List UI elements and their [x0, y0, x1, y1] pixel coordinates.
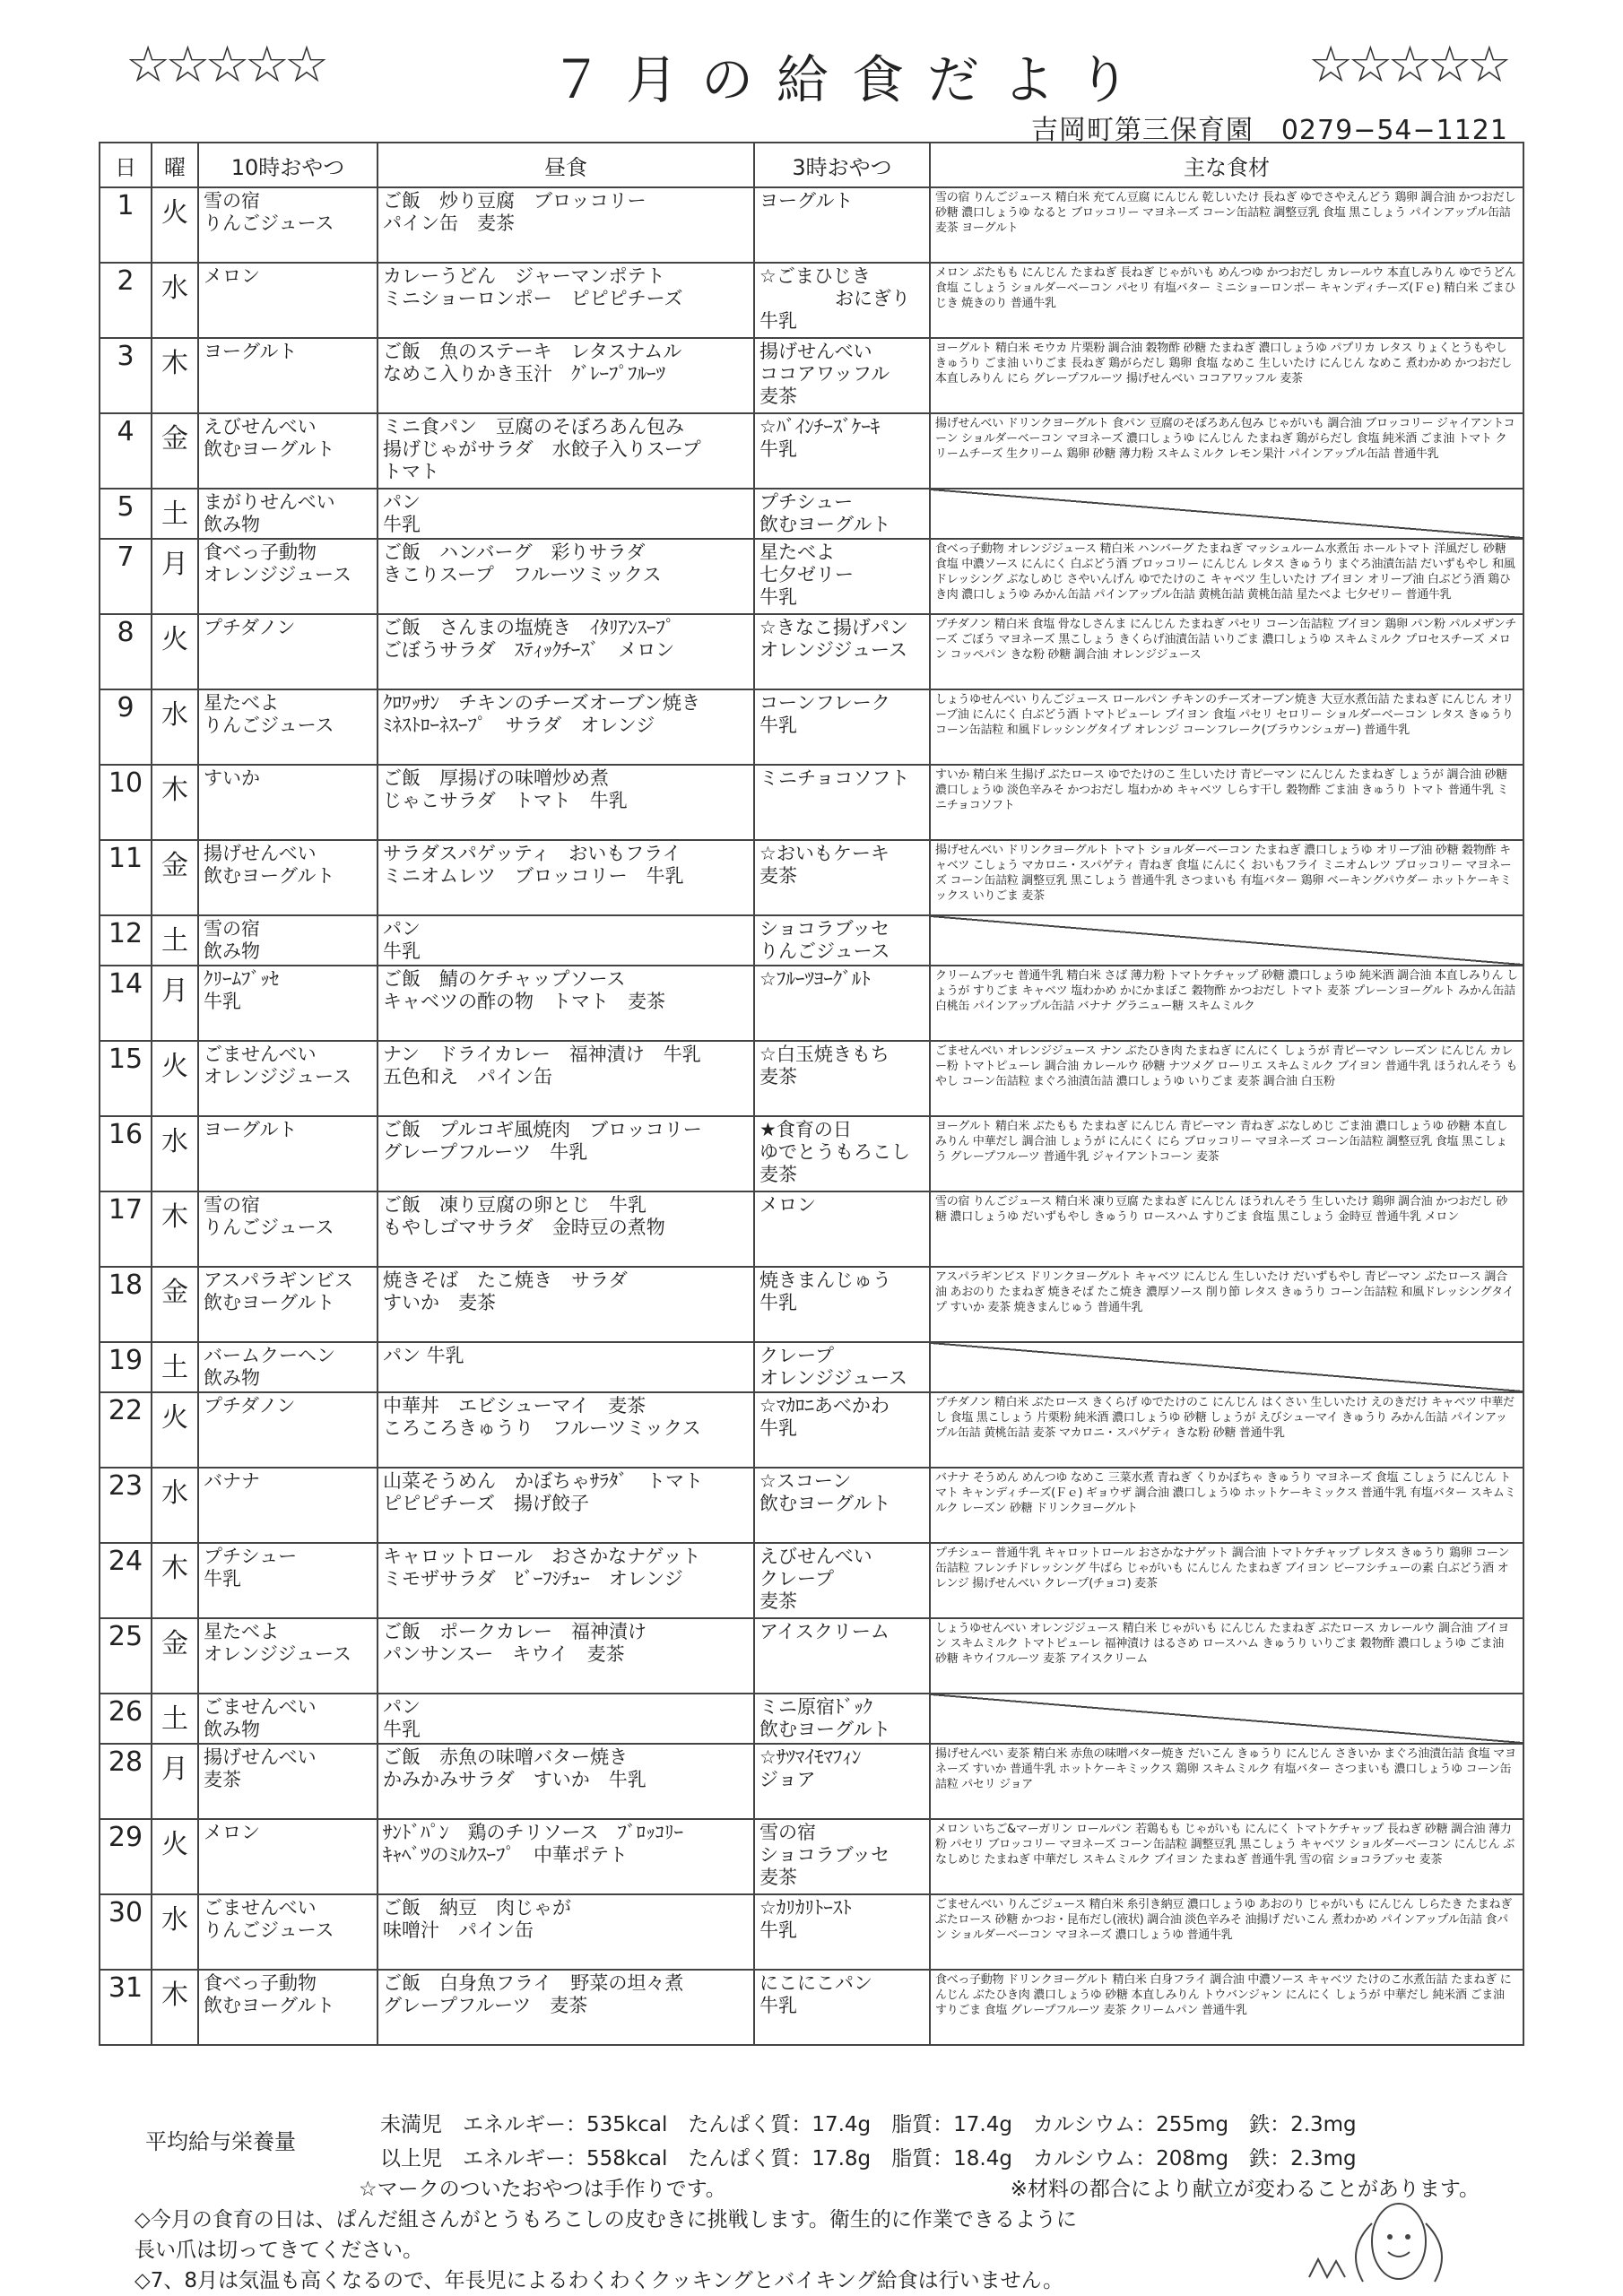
afternoon-snack-cell: ☆白玉焼きもち 麦茶: [754, 1041, 930, 1116]
afternoon-snack-cell: ☆ﾏｶﾛﾆあべかわ 牛乳: [754, 1392, 930, 1468]
afternoon-snack-cell: 星たべよ 七夕ゼリー 牛乳: [754, 539, 930, 614]
table-row: [100, 1744, 1523, 1819]
lunch-cell: ご飯 ポークカレー 福神漬け パンサンスー キウイ 麦茶: [378, 1618, 754, 1694]
lunch-cell: 中華丼 エビシューマイ 麦茶 ころころきゅうり フルーツミックス: [378, 1392, 754, 1468]
day-cell: 12: [100, 915, 152, 966]
table-row: [100, 1694, 1523, 1744]
lunch-cell: 山菜そうめん かぼちゃｻﾗﾀﾞ トマト ピピピチーズ 揚げ餃子: [378, 1468, 754, 1543]
day-cell: 2: [100, 263, 152, 338]
dow-cell: 土: [152, 1342, 198, 1392]
ingredients-cell: [930, 489, 1523, 539]
dow-cell: 水: [152, 689, 198, 765]
lunch-cell: ミニ食パン 豆腐のそぼろあん包み 揚げじゃがサラダ 水餃子入りスープ トマト: [378, 413, 754, 489]
dow-cell: 月: [152, 539, 198, 614]
morning-snack-cell: まがりせんべい 飲み物: [198, 489, 378, 539]
lunch-cell: ご飯 凍り豆腐の卵とじ 牛乳 もやしゴマサラダ 金時豆の煮物: [378, 1191, 754, 1267]
corn-illustration-icon: [1291, 2188, 1471, 2286]
column-header-lunch: 昼食: [378, 143, 754, 187]
ingredients-cell: 雪の宿 りんごジュース 精白米 凍り豆腐 たまねぎ にんじん ほうれんそう 生しいたけ 鶏卵 調合油 かつおだし 砂糖 濃口しょうゆ だいずもやし きゅうり ロースハム すりごま 食塩 黒こしょう 金時豆 普通牛乳 メロン: [930, 1191, 1523, 1267]
nutrition-under-3: 未満児 エネルギー：535kcal たんぱく質：17.4g 脂質：17.4g カルシウム：255mg 鉄：2.3mg: [380, 2113, 1357, 2136]
afternoon-snack-cell: ☆ﾊﾞｲﾝﾁｰｽﾞｹｰｷ 牛乳: [754, 413, 930, 489]
dow-cell: 火: [152, 614, 198, 689]
day-cell: 14: [100, 966, 152, 1041]
afternoon-snack-cell: アイスクリーム: [754, 1618, 930, 1694]
morning-snack-cell: 食べっ子動物 オレンジジュース: [198, 539, 378, 614]
ingredients-cell: ヨーグルト 精白米 モウカ 片栗粉 調合油 穀物酢 砂糖 たまねぎ 濃口しょうゆ パプリカ レタス りょくとうもやし きゅうり ごま油 いりごま 長ねぎ 鶏がらだし 鶏卵 食塩 なめこ 生しいたけ にんじん なめこ 煮わかめ かつおだし 本直しみりん にら グレープフルーツ 揚げせんべい ココアワッフル 麦茶: [930, 338, 1523, 413]
menu-body: [100, 187, 1523, 2045]
day-cell: 31: [100, 1970, 152, 2045]
dow-cell: 火: [152, 1392, 198, 1468]
day-cell: 7: [100, 539, 152, 614]
morning-snack-cell: ごませんべい オレンジジュース: [198, 1041, 378, 1116]
morning-snack-cell: プチダノン: [198, 614, 378, 689]
lunch-cell: パン 牛乳: [378, 915, 754, 966]
day-cell: 10: [100, 765, 152, 840]
day-cell: 15: [100, 1041, 152, 1116]
ingredients-cell: 揚げせんべい ドリンクヨーグルト 食パン 豆腐のそぼろあん包み じゃがいも 調合油 ブロッコリー ジャイアントコーン ショルダーベーコン マヨネーズ 濃口しょうゆ にんじん たまねぎ 鶏がらだし 食塩 純米酒 ごま油 トマト クリームチーズ 生クリーム 鶏卵 砂糖 薄力粉 スキムミルク レモン果汁 パインアップル缶詰 普通牛乳: [930, 413, 1523, 489]
dow-cell: 月: [152, 966, 198, 1041]
dow-cell: 木: [152, 1543, 198, 1618]
afternoon-snack-cell: ☆ﾌﾙｰﾂﾖｰｸﾞﾙﾄ: [754, 966, 930, 1041]
ingredients-cell: 食べっ子動物 ドリンクヨーグルト 精白米 白身フライ 調合油 中濃ソース キャベツ たけのこ水煮缶詰 たまねぎ にんじん ぶたひき肉 濃口しょうゆ 砂糖 本直しみりん トウバンジャン にんにく しょうが 中華だし 純米酒 ごま油 すりごま 食塩 グレープフルーツ 麦茶 クリームパン 普通牛乳: [930, 1970, 1523, 2045]
ingredients-cell: プチダノン 精白米 ぶたロース きくらげ ゆでたけのこ にんじん はくさい 生しいたけ えのきだけ キャベツ 中華だし 食塩 黒こしょう 片栗粉 純米酒 濃口しょうゆ 砂糖 しょうが えびシューマイ きゅうり みかん缶詰 パインアップル缶詰 黄桃缶詰 麦茶 マカロニ・スパゲティ きな粉 砂糖 普通牛乳: [930, 1392, 1523, 1468]
morning-snack-cell: 食べっ子動物 飲むヨーグルト: [198, 1970, 378, 2045]
dow-cell: 水: [152, 1894, 198, 1970]
day-cell: 8: [100, 614, 152, 689]
morning-snack-cell: ごませんべい りんごジュース: [198, 1894, 378, 1970]
ingredients-cell: バナナ そうめん めんつゆ なめこ 三菜水煮 青ねぎ くりかぼちゃ きゅうり マヨネーズ 食塩 こしょう にんじん トマト キャンディチーズ(Ｆｅ) ギョウザ 調合油 濃口しょうゆ ホットケーキミックス 普通牛乳 有塩バター スキムミルク レーズン 砂糖 ドリンクヨーグルト: [930, 1468, 1523, 1543]
page-title: ７月の給食だより: [550, 49, 1153, 110]
table-row: [100, 187, 1523, 263]
table-row: [100, 338, 1523, 413]
day-cell: 3: [100, 338, 152, 413]
dow-cell: 土: [152, 1694, 198, 1744]
lunch-cell: ご飯 ハンバーグ 彩りサラダ きこりスープ フルーツミックス: [378, 539, 754, 614]
morning-snack-cell: バームクーヘン 飲み物: [198, 1342, 378, 1392]
table-row: [100, 1342, 1523, 1392]
day-cell: 26: [100, 1694, 152, 1744]
afternoon-snack-cell: ☆ｶﾘｶﾘﾄｰｽﾄ 牛乳: [754, 1894, 930, 1970]
morning-snack-cell: すいか: [198, 765, 378, 840]
column-header-day: 日: [100, 143, 152, 187]
table-row: [100, 1543, 1523, 1618]
afternoon-snack-cell: 雪の宿 ショコラブッセ 麦茶: [754, 1819, 930, 1894]
afternoon-snack-cell: ヨーグルト: [754, 187, 930, 263]
lunch-cell: ご飯 プルコギ風焼肉 ブロッコリー グレープフルーツ 牛乳: [378, 1116, 754, 1191]
column-header-afternoon-snack: 3時おやつ: [754, 143, 930, 187]
table-row: [100, 966, 1523, 1041]
lunch-cell: ｻﾝﾄﾞﾊﾟﾝ 鶏のチリソース ﾌﾞﾛｯｺﾘｰ ｷｬﾍﾞﾂのﾐﾙｸｽｰﾌﾟ 中華ポテト: [378, 1819, 754, 1894]
afternoon-snack-cell: ショコラブッセ りんごジュース: [754, 915, 930, 966]
afternoon-snack-cell: メロン: [754, 1191, 930, 1267]
day-cell: 11: [100, 840, 152, 915]
afternoon-snack-cell: ☆おいもケーキ 麦茶: [754, 840, 930, 915]
morning-snack-cell: アスパラギンビス 飲むヨーグルト: [198, 1267, 378, 1342]
ingredients-cell: すいか 精白米 生揚げ ぶたロース ゆでたけのこ 生しいたけ 青ピーマン にんじん たまねぎ しょうが 調合油 砂糖 濃口しょうゆ 淡色辛みそ かつおだし 塩わかめ キャベツ しらす干し 穀物酢 ごま油 きゅうり トマト 普通牛乳 ミニチョコソフト: [930, 765, 1523, 840]
ingredients-cell: 揚げせんべい 麦茶 精白米 赤魚の味噌バター焼き だいこん きゅうり にんじん さきいか まぐろ油漬缶詰 食塩 マヨネーズ すいか 普通牛乳 ホットケーキミックス 鶏卵 スキムミルク 有塩バター さつまいも 濃口しょうゆ コーン缶詰粒 パセリ ジョア: [930, 1744, 1523, 1819]
material-note: ※材料の都合により献立が変わることがあります。: [1010, 2178, 1480, 2201]
star-decoration-left: ☆☆☆☆☆: [126, 36, 325, 94]
day-cell: 1: [100, 187, 152, 263]
morning-snack-cell: えびせんべい 飲むヨーグルト: [198, 413, 378, 489]
morning-snack-cell: ｸﾘｰﾑﾌﾞｯｾ 牛乳: [198, 966, 378, 1041]
morning-snack-cell: バナナ: [198, 1468, 378, 1543]
afternoon-snack-cell: コーンフレーク 牛乳: [754, 689, 930, 765]
table-row: [100, 840, 1523, 915]
lunch-cell: ご飯 炒り豆腐 ブロッコリー パイン缶 麦茶: [378, 187, 754, 263]
day-cell: 22: [100, 1392, 152, 1468]
dow-cell: 金: [152, 1267, 198, 1342]
lunch-cell: キャロットロール おさかなナゲット ミモザサラダ ﾋﾞｰﾌｼﾁｭｰ オレンジ: [378, 1543, 754, 1618]
lunch-cell: パン 牛乳: [378, 1342, 754, 1392]
afternoon-snack-cell: にこにこパン 牛乳: [754, 1970, 930, 2045]
lunch-cell: ｸﾛﾜｯｻﾝ チキンのチーズオーブン焼き ﾐﾈｽﾄﾛｰﾈｽｰﾌﾟ サラダ オレンジ: [378, 689, 754, 765]
ingredients-cell: しょうゆせんべい りんごジュース ロールパン チキンのチーズオーブン焼き 大豆水煮缶詰 たまねぎ にんじん オリーブ油 にんにく 白ぶどう酒 トマトピューレ ブイヨン 食塩 パセリ セロリー ショルダーベーコン レタス きゅうり コーン缶詰粒 和風ドレッシングタイプ オレンジ コーンフレーク(ブラウンシュガー) 普通牛乳: [930, 689, 1523, 765]
note-line-2: 長い爪は切ってきてください。: [135, 2239, 423, 2262]
day-cell: 24: [100, 1543, 152, 1618]
afternoon-snack-cell: ミニチョコソフト: [754, 765, 930, 840]
table-row: [100, 1819, 1523, 1894]
lunch-cell: パン 牛乳: [378, 1694, 754, 1744]
day-cell: 25: [100, 1618, 152, 1694]
lunch-cell: 焼きそば たこ焼き サラダ すいか 麦茶: [378, 1267, 754, 1342]
day-cell: 18: [100, 1267, 152, 1342]
afternoon-snack-cell: ミニ原宿ﾄﾞｯｸ 飲むヨーグルト: [754, 1694, 930, 1744]
afternoon-snack-cell: 焼きまんじゅう 牛乳: [754, 1267, 930, 1342]
ingredients-cell: ヨーグルト 精白米 ぶたもも たまねぎ にんじん 青ピーマン 青ねぎ ぶなしめじ ごま油 濃口しょうゆ 砂糖 本直しみりん 中華だし 調合油 しょうが にんにく にら ブロッコリー マヨネーズ コーン缶詰粒 調整豆乳 食塩 黒こしょう グレープフルーツ 普通牛乳 ジャイアントコーン 麦茶: [930, 1116, 1523, 1191]
dow-cell: 水: [152, 1468, 198, 1543]
ingredients-cell: [930, 1694, 1523, 1744]
lunch-cell: ご飯 白身魚フライ 野菜の坦々煮 グレープフルーツ 麦茶: [378, 1970, 754, 2045]
day-cell: 16: [100, 1116, 152, 1191]
dow-cell: 水: [152, 263, 198, 338]
day-cell: 19: [100, 1342, 152, 1392]
afternoon-snack-cell: ☆ｻﾂﾏｲﾓﾏﾌｨﾝ ジョア: [754, 1744, 930, 1819]
ingredients-cell: 雪の宿 りんごジュース 精白米 充てん豆腐 にんじん 乾しいたけ 長ねぎ ゆでさやえんどう 鶏卵 調合油 かつおだし 砂糖 濃口しょうゆ なると ブロッコリー マヨネーズ コーン缶詰粒 調整豆乳 食塩 黒こしょう パインアップル缶詰 麦茶 ヨーグルト: [930, 187, 1523, 263]
dow-cell: 土: [152, 489, 198, 539]
dow-cell: 火: [152, 1041, 198, 1116]
lunch-cell: ご飯 厚揚げの味噌炒め煮 じゃこサラダ トマト 牛乳: [378, 765, 754, 840]
morning-snack-cell: 星たべよ オレンジジュース: [198, 1618, 378, 1694]
morning-snack-cell: メロン: [198, 1819, 378, 1894]
menu-table: [99, 142, 1524, 2046]
dow-cell: 月: [152, 1744, 198, 1819]
ingredients-cell: ごませんべい オレンジジュース ナン ぶたひき肉 たまねぎ にんにく しょうが 青ピーマン レーズン にんじん カレー粉 トマトピューレ 調合油 カレールウ 砂糖 ナツメグ ローリエ スキムミルク ブイヨン 普通牛乳 ほうれんそう もやし コーン缶詰粒 まぐろ油漬缶詰 濃口しょうゆ いりごま 麦茶 調合油 白玉粉: [930, 1041, 1523, 1116]
table-row: [100, 1116, 1523, 1191]
ingredients-cell: しょうゆせんべい オレンジジュース 精白米 じゃがいも にんじん たまねぎ ぶたロース カレールウ 調合油 ブイヨン スキムミルク トマトピューレ 福神漬け はるさめ ロースハム きゅうり いりごま 穀物酢 濃口しょうゆ ごま油 砂糖 キウイフルーツ 麦茶 アイスクリーム: [930, 1618, 1523, 1694]
afternoon-snack-cell: ☆スコーン 飲むヨーグルト: [754, 1468, 930, 1543]
dow-cell: 木: [152, 1191, 198, 1267]
table-row: [100, 1468, 1523, 1543]
day-cell: 23: [100, 1468, 152, 1543]
table-row: [100, 489, 1523, 539]
morning-snack-cell: 星たべよ りんごジュース: [198, 689, 378, 765]
lunch-cell: ご飯 鯖のケチャップソース キャベツの酢の物 トマト 麦茶: [378, 966, 754, 1041]
star-decoration-right: ☆☆☆☆☆: [1307, 36, 1506, 94]
lunch-cell: ナン ドライカレー 福神漬け 牛乳 五色和え パイン缶: [378, 1041, 754, 1116]
column-header-dow: 曜: [152, 143, 198, 187]
dow-cell: 土: [152, 915, 198, 966]
ingredients-cell: メロン いちご&マーガリン ロールパン 若鶏もも じゃがいも にんにく トマトケチャップ 長ねぎ 砂糖 調合油 薄力粉 パセリ ブロッコリー マヨネーズ コーン缶詰粒 調整豆乳 黒こしょう キャベツ ショルダーベーコン にんじん ぶなしめじ たまねぎ 中華だし スキムミルク ブイヨン たまねぎ 普通牛乳 雪の宿 ショコラブッセ 麦茶: [930, 1819, 1523, 1894]
ingredients-cell: 揚げせんべい ドリンクヨーグルト トマト ショルダーベーコン たまねぎ 濃口しょうゆ オリーブ油 砂糖 穀物酢 キャベツ こしょう マカロニ・スパゲティ 青ねぎ 食塩 にんにく おいもフライ ミニオムレツ ブロッコリー マヨネーズ コーン缶詰粒 調整豆乳 黒こしょう 普通牛乳 さつまいも 有塩バター 鶏卵 ベーキングパウダー ホットケーキミックス いりごま 麦茶: [930, 840, 1523, 915]
day-cell: 29: [100, 1819, 152, 1894]
dow-cell: 金: [152, 840, 198, 915]
day-cell: 17: [100, 1191, 152, 1267]
afternoon-snack-cell: クレープ オレンジジュース: [754, 1342, 930, 1392]
table-row: [100, 1392, 1523, 1468]
note-line-3: ◇7、8月は気温も高くなるので、年長児によるわくわくクッキングとバイキング給食は行いません。: [135, 2269, 1063, 2292]
lunch-cell: サラダスパゲッティ おいもフライ ミニオムレツ ブロッコリー 牛乳: [378, 840, 754, 915]
dow-cell: 木: [152, 765, 198, 840]
dow-cell: 火: [152, 187, 198, 263]
morning-snack-cell: ごませんべい 飲み物: [198, 1694, 378, 1744]
table-row: [100, 1970, 1523, 2045]
table-row: [100, 1191, 1523, 1267]
table-row: [100, 263, 1523, 338]
table-row: [100, 1267, 1523, 1342]
handmade-note: ☆マークのついたおやつは手作りです。: [359, 2178, 726, 2201]
day-cell: 4: [100, 413, 152, 489]
day-cell: 28: [100, 1744, 152, 1819]
table-row: [100, 1618, 1523, 1694]
nutrition-over-3: 以上児 エネルギー：558kcal たんぱく質：17.8g 脂質：18.4g カルシウム：208mg 鉄：2.3mg: [380, 2147, 1357, 2170]
table-row: [100, 539, 1523, 614]
morning-snack-cell: 雪の宿 りんごジュース: [198, 187, 378, 263]
afternoon-snack-cell: 揚げせんべい ココアワッフル 麦茶: [754, 338, 930, 413]
lunch-cell: ご飯 納豆 肉じゃが 味噌汁 パイン缶: [378, 1894, 754, 1970]
ingredients-cell: メロン ぶたもも にんじん たまねぎ 長ねぎ じゃがいも めんつゆ かつおだし カレールウ 本直しみりん ゆでうどん 食塩 こしょう ショルダーベーコン パセリ 有塩バター ミニショーロンポー キャンディチーズ(Ｆｅ) 精白米 ごまひじき 焼きのり 普通牛乳: [930, 263, 1523, 338]
dow-cell: 木: [152, 338, 198, 413]
morning-snack-cell: メロン: [198, 263, 378, 338]
table-row: [100, 1041, 1523, 1116]
morning-snack-cell: 雪の宿 飲み物: [198, 915, 378, 966]
ingredients-cell: クリームブッセ 普通牛乳 精白米 さば 薄力粉 トマトケチャップ 砂糖 濃口しょうゆ 純米酒 調合油 本直しみりん しょうが すりごま キャベツ 塩わかめ かにかまぼこ 穀物酢 かつおだし トマト 麦茶 プレーンヨーグルト みかん缶詰 白桃缶 パインアップル缶詰 バナナ グラニュー糖 スキムミルク: [930, 966, 1523, 1041]
dow-cell: 金: [152, 413, 198, 489]
morning-snack-cell: 揚げせんべい 麦茶: [198, 1744, 378, 1819]
morning-snack-cell: プチダノン: [198, 1392, 378, 1468]
table-row: [100, 765, 1523, 840]
lunch-cell: カレーうどん ジャーマンポテト ミニショーロンポー ピピピチーズ: [378, 263, 754, 338]
lunch-cell: パン 牛乳: [378, 489, 754, 539]
day-cell: 30: [100, 1894, 152, 1970]
note-line-1: ◇今月の食育の日は、ぱんだ組さんがとうもろこしの皮むきに挑戦します。衛生的に作業できるように: [135, 2208, 1077, 2231]
afternoon-snack-cell: ★食育の日 ゆでとうもろこし 麦茶: [754, 1116, 930, 1191]
nutrition-label: 平均給与栄養量: [145, 2129, 296, 2154]
title-bar: [126, 25, 1506, 115]
morning-snack-cell: ヨーグルト: [198, 338, 378, 413]
lunch-cell: ご飯 さんまの塩焼き ｲﾀﾘｱﾝｽｰﾌﾟ ごぼうサラダ ｽﾃｨｯｸﾁｰｽﾞ メロン: [378, 614, 754, 689]
table-row: [100, 614, 1523, 689]
ingredients-cell: 食べっ子動物 オレンジジュース 精白米 ハンバーグ たまねぎ マッシュルーム水煮缶 ホールトマト 洋風だし 砂糖 食塩 中濃ソース にんにく 白ぶどう酒 ブロッコリー にんじん レタス きゅうり まぐろ油漬缶詰 だいずもやし 和風ドレッシング ぶなしめじ さやいんげん ゆでたけのこ キャベツ 生しいたけ ブイヨン オリーブ油 白ぶどう酒 鶏ひき肉 濃口しょうゆ みかん缶詰 パインアップル缶詰 黄桃缶詰 黄桃缶詰 星たべよ 七夕ゼリー 普通牛乳: [930, 539, 1523, 614]
ingredients-cell: [930, 1342, 1523, 1392]
dow-cell: 金: [152, 1618, 198, 1694]
table-row: [100, 915, 1523, 966]
afternoon-snack-cell: えびせんべい クレープ 麦茶: [754, 1543, 930, 1618]
dow-cell: 木: [152, 1970, 198, 2045]
ingredients-cell: プチダノン 精白米 食塩 骨なしさんま にんじん たまねぎ パセリ コーン缶詰粒 ブイヨン 鶏卵 パン粉 パルメザンチーズ ごぼう マヨネーズ 黒こしょう きくらげ油漬缶詰 いりごま 濃口しょうゆ スキムミルク プロセスチーズ メロン コッペパン きな粉 砂糖 調合油 オレンジジュース: [930, 614, 1523, 689]
morning-snack-cell: プチシュー 牛乳: [198, 1543, 378, 1618]
morning-snack-cell: 揚げせんべい 飲むヨーグルト: [198, 840, 378, 915]
ingredients-cell: アスパラギンビス ドリンクヨーグルト キャベツ にんじん 生しいたけ だいずもやし 青ピーマン ぶたロース 調合油 あおのり たまねぎ 焼きそば たこ焼き 濃厚ソース 削り節 レタス きゅうり コーン缶詰粒 和風ドレッシングタイプ すいか 麦茶 焼きまんじゅう 普通牛乳: [930, 1267, 1523, 1342]
nutrition-section: [99, 2102, 1523, 2179]
afternoon-snack-cell: ☆きなこ揚げパン オレンジジュース: [754, 614, 930, 689]
table-header-row: [100, 143, 1523, 187]
dow-cell: 水: [152, 1116, 198, 1191]
ingredients-cell: ごませんべい りんごジュース 精白米 糸引き納豆 濃口しょうゆ あおのり じゃがいも にんじん しらたき たまねぎ ぶたロース 砂糖 かつお・昆布だし(液状) 調合油 淡色辛みそ 油揚げ だいこん 煮わかめ パインアップル缶詰 食パン ショルダーベーコン マヨネーズ 濃口しょうゆ 普通牛乳: [930, 1894, 1523, 1970]
table-row: [100, 1894, 1523, 1970]
table-row: [100, 413, 1523, 489]
day-cell: 9: [100, 689, 152, 765]
ingredients-cell: [930, 915, 1523, 966]
afternoon-snack-cell: ☆ごまひじき おにぎり 牛乳: [754, 263, 930, 338]
morning-snack-cell: ヨーグルト: [198, 1116, 378, 1191]
ingredients-cell: プチシュー 普通牛乳 キャロットロール おさかなナゲット 調合油 トマトケチャップ レタス きゅうり 鶏卵 コーン缶詰粒 フレンチドレッシング 牛ばら じゃがいも にんじん たまねぎ ブイヨン ビーフシチューの素 白ぶどう酒 オレンジ 揚げせんべい クレープ(チョコ) 麦茶: [930, 1543, 1523, 1618]
morning-snack-cell: 雪の宿 りんごジュース: [198, 1191, 378, 1267]
lunch-cell: ご飯 赤魚の味噌バター焼き かみかみサラダ すいか 牛乳: [378, 1744, 754, 1819]
lunch-cell: ご飯 魚のステーキ レタスナムル なめこ入りかき玉汁 ｸﾞﾚｰﾌﾟﾌﾙｰﾂ: [378, 338, 754, 413]
dow-cell: 火: [152, 1819, 198, 1894]
column-header-morning-snack: 10時おやつ: [198, 143, 378, 187]
day-cell: 5: [100, 489, 152, 539]
column-header-ingredients: 主な食材: [930, 143, 1523, 187]
table-row: [100, 689, 1523, 765]
afternoon-snack-cell: プチシュー 飲むヨーグルト: [754, 489, 930, 539]
school-info: 吉岡町第三保育園 0279−54−1121: [1030, 115, 1508, 146]
